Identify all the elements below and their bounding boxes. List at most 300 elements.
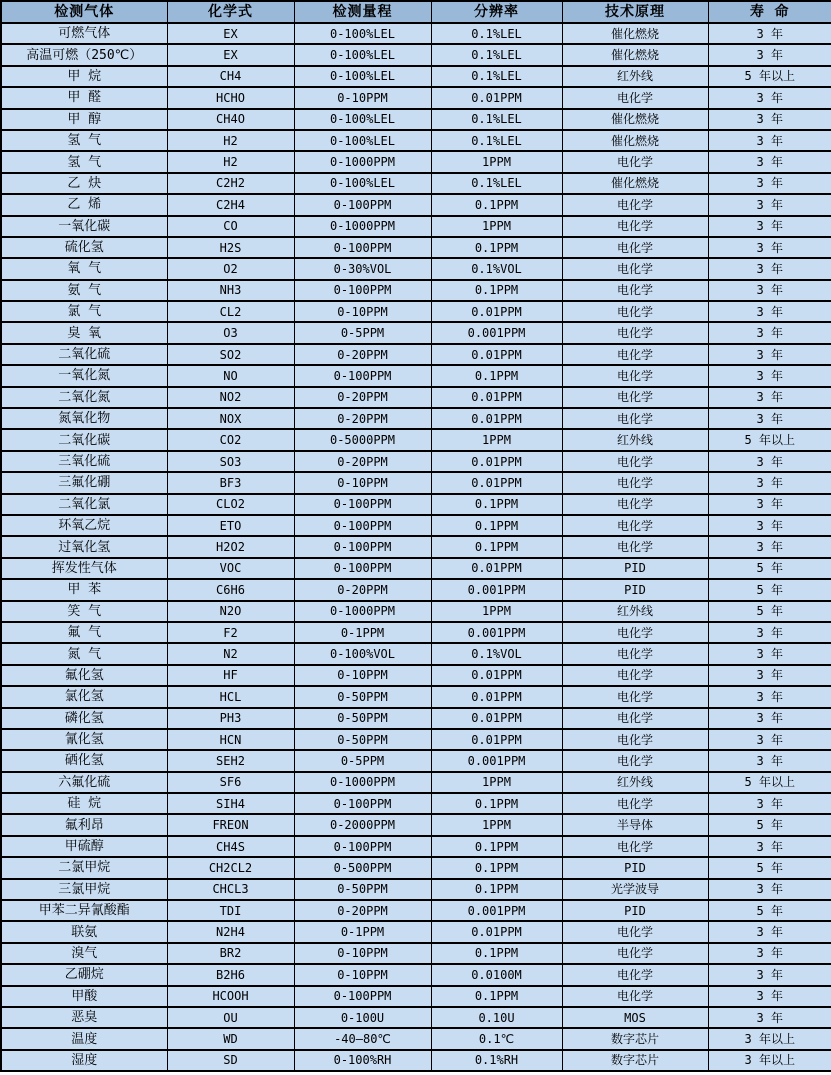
range-cell: 0-5000PPM xyxy=(294,429,431,450)
range-cell: 0-20PPM xyxy=(294,344,431,365)
range-cell: 0-100PPM xyxy=(294,986,431,1007)
lifespan-cell: 3 年 xyxy=(708,87,831,108)
resolution-cell: 0.1PPM xyxy=(431,536,562,557)
range-cell: 0-2000PPM xyxy=(294,814,431,835)
formula-cell: WD xyxy=(167,1028,294,1049)
formula-cell: N2 xyxy=(167,643,294,664)
lifespan-cell: 3 年 xyxy=(708,387,831,408)
range-cell: 0-10PPM xyxy=(294,472,431,493)
range-cell: 0-5PPM xyxy=(294,322,431,343)
principle-cell: 电化学 xyxy=(562,344,708,365)
column-header-gas-name: 检测气体 xyxy=(1,1,167,23)
principle-cell: 电化学 xyxy=(562,729,708,750)
lifespan-cell: 5 年以上 xyxy=(708,66,831,87)
principle-cell: PID xyxy=(562,857,708,878)
principle-cell: 电化学 xyxy=(562,387,708,408)
table-row xyxy=(1,579,831,600)
resolution-cell: 0.01PPM xyxy=(431,729,562,750)
gas-name-cell: 甲苯二异氰酸酯 xyxy=(1,900,167,921)
table-row xyxy=(1,109,831,130)
formula-cell: O2 xyxy=(167,258,294,279)
range-cell: 0-100PPM xyxy=(294,280,431,301)
resolution-cell: 0.1PPM xyxy=(431,943,562,964)
principle-cell: 电化学 xyxy=(562,258,708,279)
table-row xyxy=(1,344,831,365)
resolution-cell: 0.1%RH xyxy=(431,1050,562,1071)
range-cell: 0-100PPM xyxy=(294,558,431,579)
lifespan-cell: 5 年 xyxy=(708,579,831,600)
principle-cell: 电化学 xyxy=(562,494,708,515)
principle-cell: 电化学 xyxy=(562,280,708,301)
range-cell: 0-100%LEL xyxy=(294,44,431,65)
resolution-cell: 0.1%LEL xyxy=(431,66,562,87)
formula-cell: SO3 xyxy=(167,451,294,472)
table-row xyxy=(1,301,831,322)
lifespan-cell: 3 年 xyxy=(708,365,831,386)
lifespan-cell: 3 年 xyxy=(708,536,831,557)
formula-cell: N2O xyxy=(167,601,294,622)
range-cell: 0-100U xyxy=(294,1007,431,1028)
range-cell: 0-100%LEL xyxy=(294,23,431,44)
resolution-cell: 0.01PPM xyxy=(431,87,562,108)
resolution-cell: 0.1%LEL xyxy=(431,23,562,44)
lifespan-cell: 3 年 xyxy=(708,23,831,44)
lifespan-cell: 3 年 xyxy=(708,322,831,343)
principle-cell: PID xyxy=(562,558,708,579)
table-row xyxy=(1,472,831,493)
gas-name-cell: 甲 醇 xyxy=(1,109,167,130)
column-header-lifespan: 寿 命 xyxy=(708,1,831,23)
formula-cell: H2 xyxy=(167,151,294,172)
gas-name-cell: 恶臭 xyxy=(1,1007,167,1028)
lifespan-cell: 5 年 xyxy=(708,857,831,878)
principle-cell: 电化学 xyxy=(562,943,708,964)
gas-name-cell: 氢 气 xyxy=(1,130,167,151)
table-row xyxy=(1,130,831,151)
range-cell: 0-100%LEL xyxy=(294,130,431,151)
table-row xyxy=(1,151,831,172)
table-row xyxy=(1,1007,831,1028)
formula-cell: SF6 xyxy=(167,772,294,793)
gas-name-cell: 乙 烯 xyxy=(1,194,167,215)
gas-name-cell: 二氯甲烷 xyxy=(1,857,167,878)
formula-cell: BR2 xyxy=(167,943,294,964)
principle-cell: 催化燃烧 xyxy=(562,109,708,130)
formula-cell: C6H6 xyxy=(167,579,294,600)
range-cell: 0-100%RH xyxy=(294,1050,431,1071)
resolution-cell: 0.001PPM xyxy=(431,622,562,643)
range-cell: 0-20PPM xyxy=(294,579,431,600)
lifespan-cell: 3 年 xyxy=(708,921,831,942)
resolution-cell: 1PPM xyxy=(431,216,562,237)
table-row xyxy=(1,387,831,408)
resolution-cell: 0.001PPM xyxy=(431,900,562,921)
principle-cell: 电化学 xyxy=(562,194,708,215)
range-cell: 0-1000PPM xyxy=(294,216,431,237)
principle-cell: 电化学 xyxy=(562,793,708,814)
gas-name-cell: 三氟化硼 xyxy=(1,472,167,493)
formula-cell: H2O2 xyxy=(167,536,294,557)
principle-cell: 电化学 xyxy=(562,237,708,258)
range-cell: 0-30%VOL xyxy=(294,258,431,279)
principle-cell: 光学波导 xyxy=(562,879,708,900)
principle-cell: 电化学 xyxy=(562,622,708,643)
gas-name-cell: 环氧乙烷 xyxy=(1,515,167,536)
resolution-cell: 1PPM xyxy=(431,601,562,622)
column-header-formula: 化学式 xyxy=(167,1,294,23)
gas-name-cell: 氢 气 xyxy=(1,151,167,172)
principle-cell: 数字芯片 xyxy=(562,1050,708,1071)
formula-cell: CO xyxy=(167,216,294,237)
lifespan-cell: 3 年以上 xyxy=(708,1028,831,1049)
resolution-cell: 0.1PPM xyxy=(431,237,562,258)
gas-name-cell: 温度 xyxy=(1,1028,167,1049)
gas-name-cell: 磷化氢 xyxy=(1,708,167,729)
gas-name-cell: 一氧化氮 xyxy=(1,365,167,386)
resolution-cell: 0.01PPM xyxy=(431,301,562,322)
gas-name-cell: 甲 烷 xyxy=(1,66,167,87)
principle-cell: 电化学 xyxy=(562,964,708,985)
table-row xyxy=(1,216,831,237)
formula-cell: B2H6 xyxy=(167,964,294,985)
principle-cell: 红外线 xyxy=(562,601,708,622)
range-cell: 0-20PPM xyxy=(294,387,431,408)
principle-cell: PID xyxy=(562,900,708,921)
gas-name-cell: 二氧化硫 xyxy=(1,344,167,365)
resolution-cell: 0.01PPM xyxy=(431,686,562,707)
lifespan-cell: 3 年 xyxy=(708,836,831,857)
principle-cell: 电化学 xyxy=(562,451,708,472)
lifespan-cell: 3 年 xyxy=(708,130,831,151)
principle-cell: 电化学 xyxy=(562,408,708,429)
lifespan-cell: 5 年 xyxy=(708,601,831,622)
gas-name-cell: 臭 氧 xyxy=(1,322,167,343)
range-cell: 0-100PPM xyxy=(294,536,431,557)
principle-cell: 电化学 xyxy=(562,472,708,493)
formula-cell: CO2 xyxy=(167,429,294,450)
range-cell: 0-1000PPM xyxy=(294,601,431,622)
table-row xyxy=(1,900,831,921)
table-row xyxy=(1,814,831,835)
table-row xyxy=(1,686,831,707)
principle-cell: 电化学 xyxy=(562,708,708,729)
gas-name-cell: 二氧化碳 xyxy=(1,429,167,450)
resolution-cell: 0.01PPM xyxy=(431,387,562,408)
gas-name-cell: 氯化氢 xyxy=(1,686,167,707)
gas-name-cell: 氮 气 xyxy=(1,643,167,664)
formula-cell: CH4S xyxy=(167,836,294,857)
range-cell: 0-500PPM xyxy=(294,857,431,878)
table-row xyxy=(1,515,831,536)
range-cell: 0-20PPM xyxy=(294,900,431,921)
lifespan-cell: 5 年 xyxy=(708,558,831,579)
lifespan-cell: 5 年以上 xyxy=(708,429,831,450)
formula-cell: FREON xyxy=(167,814,294,835)
principle-cell: 催化燃烧 xyxy=(562,44,708,65)
resolution-cell: 0.10U xyxy=(431,1007,562,1028)
table-row xyxy=(1,750,831,771)
lifespan-cell: 3 年 xyxy=(708,708,831,729)
table-row xyxy=(1,879,831,900)
resolution-cell: 0.01PPM xyxy=(431,665,562,686)
principle-cell: 催化燃烧 xyxy=(562,23,708,44)
table-row xyxy=(1,1050,831,1071)
resolution-cell: 0.001PPM xyxy=(431,322,562,343)
lifespan-cell: 3 年 xyxy=(708,964,831,985)
formula-cell: EX xyxy=(167,23,294,44)
resolution-cell: 0.001PPM xyxy=(431,750,562,771)
formula-cell: OU xyxy=(167,1007,294,1028)
gas-name-cell: 甲 苯 xyxy=(1,579,167,600)
formula-cell: ETO xyxy=(167,515,294,536)
resolution-cell: 0.1PPM xyxy=(431,986,562,1007)
formula-cell: NO2 xyxy=(167,387,294,408)
formula-cell: HCN xyxy=(167,729,294,750)
formula-cell: SD xyxy=(167,1050,294,1071)
formula-cell: BF3 xyxy=(167,472,294,493)
principle-cell: 电化学 xyxy=(562,216,708,237)
formula-cell: PH3 xyxy=(167,708,294,729)
lifespan-cell: 3 年 xyxy=(708,151,831,172)
formula-cell: CHCL3 xyxy=(167,879,294,900)
gas-name-cell: 甲硫醇 xyxy=(1,836,167,857)
gas-name-cell: 三氯甲烷 xyxy=(1,879,167,900)
table-row xyxy=(1,665,831,686)
range-cell: 0-5PPM xyxy=(294,750,431,771)
principle-cell: 电化学 xyxy=(562,836,708,857)
table-row xyxy=(1,365,831,386)
formula-cell: H2S xyxy=(167,237,294,258)
formula-cell: H2 xyxy=(167,130,294,151)
resolution-cell: 0.1PPM xyxy=(431,280,562,301)
resolution-cell: 0.01PPM xyxy=(431,408,562,429)
principle-cell: PID xyxy=(562,579,708,600)
formula-cell: C2H4 xyxy=(167,194,294,215)
lifespan-cell: 3 年 xyxy=(708,280,831,301)
formula-cell: HF xyxy=(167,665,294,686)
formula-cell: CL2 xyxy=(167,301,294,322)
lifespan-cell: 3 年 xyxy=(708,986,831,1007)
gas-name-cell: 高温可燃（250℃） xyxy=(1,44,167,65)
lifespan-cell: 3 年 xyxy=(708,1007,831,1028)
resolution-cell: 0.1%VOL xyxy=(431,258,562,279)
formula-cell: O3 xyxy=(167,322,294,343)
formula-cell: CH4 xyxy=(167,66,294,87)
lifespan-cell: 3 年 xyxy=(708,472,831,493)
table-row xyxy=(1,87,831,108)
range-cell: 0-10PPM xyxy=(294,87,431,108)
gas-name-cell: 氯 气 xyxy=(1,301,167,322)
resolution-cell: 0.1℃ xyxy=(431,1028,562,1049)
formula-cell: SIH4 xyxy=(167,793,294,814)
lifespan-cell: 3 年 xyxy=(708,258,831,279)
resolution-cell: 0.01PPM xyxy=(431,472,562,493)
resolution-cell: 0.1PPM xyxy=(431,365,562,386)
range-cell: 0-100PPM xyxy=(294,365,431,386)
lifespan-cell: 3 年 xyxy=(708,943,831,964)
table-row xyxy=(1,1028,831,1049)
principle-cell: 电化学 xyxy=(562,151,708,172)
range-cell: 0-100PPM xyxy=(294,194,431,215)
lifespan-cell: 3 年 xyxy=(708,686,831,707)
principle-cell: 电化学 xyxy=(562,536,708,557)
formula-cell: HCL xyxy=(167,686,294,707)
resolution-cell: 1PPM xyxy=(431,772,562,793)
range-cell: 0-50PPM xyxy=(294,729,431,750)
formula-cell: HCHO xyxy=(167,87,294,108)
range-cell: 0-10PPM xyxy=(294,301,431,322)
formula-cell: EX xyxy=(167,44,294,65)
range-cell: 0-10PPM xyxy=(294,964,431,985)
principle-cell: 催化燃烧 xyxy=(562,130,708,151)
gas-name-cell: 硅 烷 xyxy=(1,793,167,814)
gas-name-cell: 挥发性气体 xyxy=(1,558,167,579)
formula-cell: CH4O xyxy=(167,109,294,130)
formula-cell: NO xyxy=(167,365,294,386)
range-cell: 0-100PPM xyxy=(294,237,431,258)
range-cell: 0-20PPM xyxy=(294,408,431,429)
gas-name-cell: 笑 气 xyxy=(1,601,167,622)
resolution-cell: 0.1PPM xyxy=(431,857,562,878)
gas-name-cell: 甲酸 xyxy=(1,986,167,1007)
gas-name-cell: 一氧化碳 xyxy=(1,216,167,237)
table-row xyxy=(1,322,831,343)
lifespan-cell: 3 年 xyxy=(708,44,831,65)
gas-name-cell: 氟利昂 xyxy=(1,814,167,835)
gas-name-cell: 氨 气 xyxy=(1,280,167,301)
range-cell: 0-1000PPM xyxy=(294,151,431,172)
principle-cell: 电化学 xyxy=(562,322,708,343)
column-header-principle: 技术原理 xyxy=(562,1,708,23)
principle-cell: 电化学 xyxy=(562,986,708,1007)
resolution-cell: 0.01PPM xyxy=(431,708,562,729)
gas-name-cell: 氰化氢 xyxy=(1,729,167,750)
range-cell: 0-50PPM xyxy=(294,686,431,707)
resolution-cell: 0.1%VOL xyxy=(431,643,562,664)
table-row xyxy=(1,601,831,622)
gas-name-cell: 六氟化硫 xyxy=(1,772,167,793)
resolution-cell: 0.1PPM xyxy=(431,836,562,857)
formula-cell: N2H4 xyxy=(167,921,294,942)
formula-cell: SEH2 xyxy=(167,750,294,771)
formula-cell: C2H2 xyxy=(167,173,294,194)
table-row xyxy=(1,622,831,643)
resolution-cell: 0.1%LEL xyxy=(431,109,562,130)
gas-name-cell: 过氧化氢 xyxy=(1,536,167,557)
table-row xyxy=(1,23,831,44)
gas-name-cell: 甲 醛 xyxy=(1,87,167,108)
lifespan-cell: 5 年 xyxy=(708,814,831,835)
lifespan-cell: 3 年 xyxy=(708,622,831,643)
table-row xyxy=(1,237,831,258)
principle-cell: 电化学 xyxy=(562,515,708,536)
gas-name-cell: 联氨 xyxy=(1,921,167,942)
formula-cell: SO2 xyxy=(167,344,294,365)
formula-cell: CLO2 xyxy=(167,494,294,515)
gas-name-cell: 硫化氢 xyxy=(1,237,167,258)
lifespan-cell: 3 年 xyxy=(708,173,831,194)
table-row xyxy=(1,943,831,964)
table-row xyxy=(1,986,831,1007)
resolution-cell: 0.01PPM xyxy=(431,344,562,365)
range-cell: 0-100PPM xyxy=(294,515,431,536)
lifespan-cell: 3 年 xyxy=(708,408,831,429)
range-cell: 0-100%VOL xyxy=(294,643,431,664)
lifespan-cell: 3 年 xyxy=(708,109,831,130)
table-row xyxy=(1,729,831,750)
range-cell: 0-10PPM xyxy=(294,665,431,686)
table-header xyxy=(1,1,831,23)
resolution-cell: 1PPM xyxy=(431,429,562,450)
formula-cell: VOC xyxy=(167,558,294,579)
resolution-cell: 0.01PPM xyxy=(431,921,562,942)
lifespan-cell: 3 年 xyxy=(708,216,831,237)
resolution-cell: 0.1PPM xyxy=(431,515,562,536)
table-row xyxy=(1,921,831,942)
lifespan-cell: 3 年 xyxy=(708,237,831,258)
header-row xyxy=(1,1,831,23)
formula-cell: CH2CL2 xyxy=(167,857,294,878)
table-row xyxy=(1,558,831,579)
table-row xyxy=(1,964,831,985)
principle-cell: 电化学 xyxy=(562,87,708,108)
table-body xyxy=(1,23,831,1071)
lifespan-cell: 3 年 xyxy=(708,643,831,664)
principle-cell: 电化学 xyxy=(562,301,708,322)
gas-name-cell: 氧 气 xyxy=(1,258,167,279)
resolution-cell: 0.1PPM xyxy=(431,879,562,900)
formula-cell: HCOOH xyxy=(167,986,294,1007)
table-row xyxy=(1,793,831,814)
lifespan-cell: 5 年 xyxy=(708,900,831,921)
formula-cell: TDI xyxy=(167,900,294,921)
principle-cell: 电化学 xyxy=(562,921,708,942)
table-row xyxy=(1,643,831,664)
resolution-cell: 0.1PPM xyxy=(431,194,562,215)
table-row xyxy=(1,66,831,87)
table-row xyxy=(1,194,831,215)
resolution-cell: 0.001PPM xyxy=(431,579,562,600)
column-header-range: 检测量程 xyxy=(294,1,431,23)
range-cell: 0-1000PPM xyxy=(294,772,431,793)
resolution-cell: 0.01PPM xyxy=(431,558,562,579)
table-row xyxy=(1,280,831,301)
table-row xyxy=(1,857,831,878)
gas-name-cell: 硒化氢 xyxy=(1,750,167,771)
principle-cell: 电化学 xyxy=(562,643,708,664)
lifespan-cell: 3 年 xyxy=(708,665,831,686)
range-cell: 0-100%LEL xyxy=(294,173,431,194)
principle-cell: 红外线 xyxy=(562,772,708,793)
range-cell: 0-100PPM xyxy=(294,836,431,857)
lifespan-cell: 3 年 xyxy=(708,793,831,814)
formula-cell: NH3 xyxy=(167,280,294,301)
principle-cell: 电化学 xyxy=(562,686,708,707)
range-cell: 0-100%LEL xyxy=(294,109,431,130)
gas-name-cell: 乙 炔 xyxy=(1,173,167,194)
range-cell: 0-50PPM xyxy=(294,708,431,729)
resolution-cell: 1PPM xyxy=(431,814,562,835)
lifespan-cell: 3 年 xyxy=(708,879,831,900)
gas-name-cell: 可燃气体 xyxy=(1,23,167,44)
resolution-cell: 0.1PPM xyxy=(431,793,562,814)
range-cell: 0-1PPM xyxy=(294,622,431,643)
gas-name-cell: 二氧化氮 xyxy=(1,387,167,408)
lifespan-cell: 3 年 xyxy=(708,750,831,771)
resolution-cell: 1PPM xyxy=(431,151,562,172)
lifespan-cell: 3 年 xyxy=(708,194,831,215)
table-row xyxy=(1,173,831,194)
